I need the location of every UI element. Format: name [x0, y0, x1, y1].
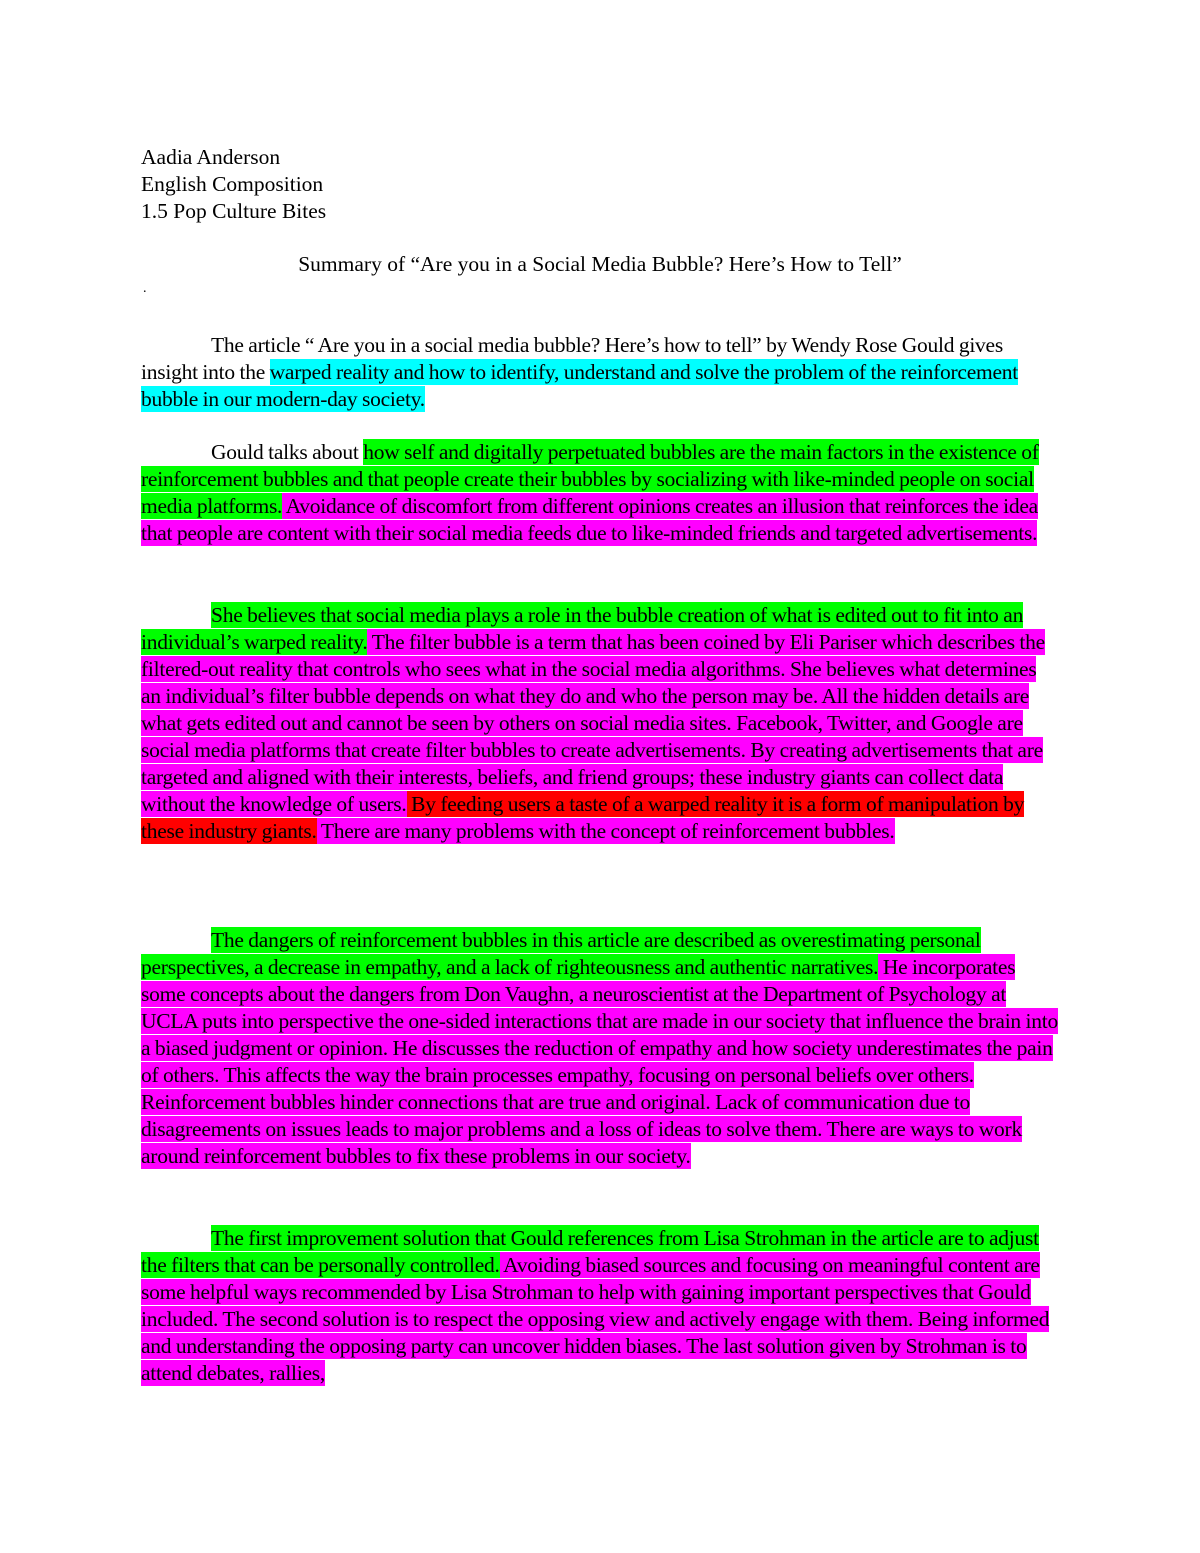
text-segment-green: The dangers of reinforcement bubbles in this article are described as overestimating personal perspectives, a decrease in empathy, and a lack of righteousness and authentic narratives.	[141, 928, 981, 979]
assignment-name: 1.5 Pop Culture Bites	[141, 199, 327, 223]
document-header	[141, 144, 326, 225]
course-name: English Composition	[141, 172, 324, 196]
author-name: Aadia Anderson	[141, 145, 281, 169]
text-segment-magenta: There are many problems with the concept of reinforcement bubbles.	[316, 819, 895, 843]
paragraph-2	[141, 439, 1059, 547]
text-segment-none: Gould talks about	[211, 440, 364, 464]
text-segment-magenta: Avoiding biased sources and focusing on meaningful content are some helpful ways recommended by Lisa Strohman to help with gaining important perspectives that Gould included.	[141, 1253, 1040, 1331]
text-segment-magenta: The filter bubble is a term that has been coined by Eli Pariser which describes the filtered-out reality that controls who sees what in the social media algorithms. She believes what determines an individual’s filter bubble depends on what they do and who the person may be. All the hidden details are what gets edited out and cannot be seen by others on social media sites. Facebook, Twitter, and Google are social media platforms that create filter bubbles to create advertisements.	[141, 630, 1045, 762]
paragraph-4	[141, 927, 1059, 1170]
text-segment-magenta: He incorporates some concepts about the dangers from Don Vaughn, a neuroscientist at the Department of Psychology at UCLA puts into perspective the one-sided interactions that are made in our society that influence the brain into a biased judgment or opinion. He discusses the reduction of empathy and how society underestimates the pain of others. This affects the way the brain processes empathy, focusing on personal beliefs over others. Reinforcement bubbles hinder connections that are true and original. Lack of communication due to disagreements on issues leads to major problems and a loss of ideas to solve them. There are ways to work around reinforcement bubbles to fix these problems in our society.	[141, 955, 1058, 1168]
text-segment-green: The first improvement solution that Gould references from Lisa Strohman in the article are to adjust the filters that can be personally controlled.	[141, 1226, 1039, 1277]
stray-mark: .	[143, 281, 147, 296]
text-segment-magenta: By creating advertisements that are targeted and aligned with their interests, beliefs, and friend groups; these industry giants can collect data without the knowledge of users.	[141, 738, 1043, 816]
text-segment-red: By feeding users a taste of a warped reality it is a form of manipulation by these industry giants.	[141, 792, 1025, 843]
text-segment-magenta: The second solution is to respect the opposing view and actively engage with them. Being informed and understanding the opposing party can uncover hidden biases. The last solution given by Strohman is to attend debates, rallies,	[141, 1307, 1050, 1385]
text-segment-green: how self and digitally perpetuated bubbles are the main factors in the existence of reinforcement bubbles and that people create their bubbles by socializing with like-minded people on social media platforms.	[141, 440, 1039, 518]
text-segment-cyan: warped reality and how to identify, understand and solve the problem of the reinforcement bubble in our modern-day society.	[141, 360, 1019, 411]
paragraph-5	[141, 1225, 1059, 1387]
document-title: Summary of “Are you in a Social Media Bubble? Here’s How to Tell”	[298, 252, 902, 276]
paragraph-3	[141, 602, 1059, 845]
text-segment-none: The article “ Are you in a social media bubble? Here’s how to tell” by Wendy Rose Gould gives insight into the	[141, 333, 1003, 384]
text-segment-magenta: Avoidance of discomfort from different opinions creates an illusion that reinforces the idea that people are content with their social media feeds due to like-minded friends and targeted advertisements.	[141, 494, 1038, 545]
text-segment-green: She believes that social media plays a role in the bubble creation of what is edited out to fit into an individual’s warped reality.	[141, 603, 1024, 654]
paragraph-1	[141, 332, 1059, 413]
